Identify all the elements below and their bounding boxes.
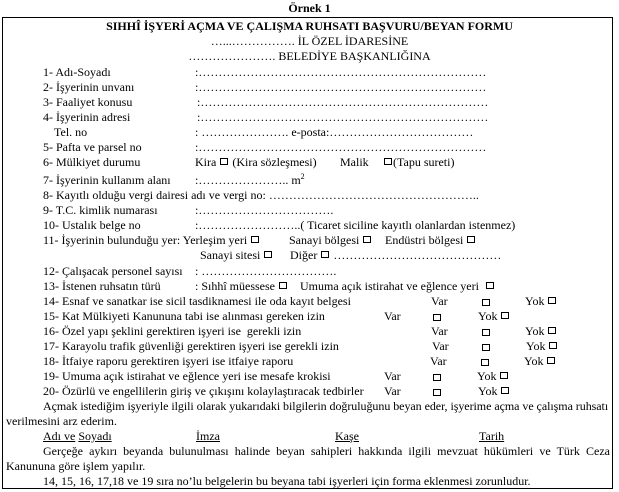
label-sanitary: : Sıhhî müessese — [195, 279, 275, 293]
checkbox-sanitary[interactable] — [279, 282, 287, 289]
input-parcel[interactable]: :……………………………………………………………… — [195, 140, 487, 154]
label-name-surname: 1- Adı-Soyadı — [43, 65, 111, 79]
doc-label-20: 20- Özürlü ve engellilerin giriş ve çıkışını kolaylaştıracak tedbirler — [43, 384, 364, 398]
option-owner — [383, 155, 454, 169]
label-parcel: 5- Pafta ve parsel no — [43, 140, 142, 154]
label-tc-id: 9- T.C. kimlik numarası — [43, 203, 158, 217]
doc-yok-19 — [477, 369, 509, 383]
location-industrial-zone — [289, 233, 372, 247]
label-mastery-cert: 10- Ustalık belge no — [43, 218, 141, 232]
checkbox-var-15[interactable] — [433, 314, 441, 321]
doc-var-19: Var — [384, 369, 401, 383]
location-industrial-site — [200, 248, 273, 262]
input-other[interactable]: …………………………………… — [333, 248, 502, 262]
location-other — [290, 248, 501, 262]
doc-var-20: Var — [384, 384, 401, 398]
example-heading: Örnek 1 — [288, 1, 331, 15]
label-address: 4- İşyerinin adresi — [43, 110, 131, 124]
checkbox-var-17[interactable] — [482, 344, 490, 351]
label-business-title: 2- İşyerinin unvanı — [43, 80, 135, 94]
checkbox-rent[interactable] — [220, 158, 228, 165]
doc-yok-16 — [525, 324, 557, 338]
doc-yok-17 — [526, 339, 558, 353]
input-address[interactable]: :……………………………………………………………… — [197, 110, 489, 124]
checkbox-yok-20[interactable] — [501, 387, 509, 394]
warning-line-1: Gerçeğe aykırı beyanda bulunulması halinde beyan sahipleri hakkında ilgili mevzuat hükümleri ve Türk Ceza — [43, 444, 610, 458]
stamp-label: Kaşe — [335, 429, 359, 443]
doc-var-17: Var — [432, 339, 449, 353]
doc-label-17: 17- Karayolu trafik güvenliği gerektiren işyeri ise gerekli izin — [43, 339, 339, 353]
doc-label-14: 14- Esnaf ve sanatkar ise sicil tasdiknamesi ile oda kayıt belgesi — [43, 294, 351, 308]
label-staff-count: 12- Çalışacak personel sayısı — [43, 264, 183, 278]
signature-name-surname — [43, 429, 112, 443]
checkbox-industry-region[interactable] — [467, 236, 475, 243]
label-yok: Yok — [478, 384, 498, 398]
label-ownership: 6- Mülkiyet durumu — [43, 155, 141, 169]
label-location: 11- İşyerinin bulunduğu yer: Yerleşim yeri — [43, 233, 248, 247]
input-tc-id[interactable]: :……………………………. — [195, 203, 334, 217]
form-title: SIHHÎ İŞYERİ AÇMA VE ÇALIŞMA RUHSATI BAŞVURU/BEYAN FORMU — [106, 19, 513, 33]
label-yok: Yok — [477, 369, 497, 383]
checkbox-yok-15[interactable] — [501, 312, 509, 319]
label-public-entertainment: Umuma açık istirahat ve eğlence yeri — [300, 279, 479, 293]
input-activity[interactable]: :……………………………………………………………… — [197, 95, 489, 109]
doc-yok-15 — [478, 309, 510, 323]
checkbox-var-18[interactable] — [481, 359, 489, 366]
input-business-title[interactable]: :……………………………………………………………… — [195, 80, 487, 94]
checkbox-var-19[interactable] — [433, 374, 441, 381]
input-phone-email[interactable]: : …………………. e-posta:……………………………… — [195, 125, 474, 139]
checkbox-yok-14[interactable] — [548, 297, 556, 304]
footer-note: 14, 15, 16, 17,18 ve 19 sıra no’lu belgelerin bu beyana tabi işyerleri için forma eklenmesi zorunludur. — [43, 474, 531, 488]
checkbox-public-entertainment[interactable] — [486, 282, 494, 289]
label-usage-area: 7- İşyerinin kullanım alanı — [43, 173, 171, 187]
signature-label: İmza — [196, 429, 220, 443]
signature-surname-label: Soyadı — [78, 429, 112, 443]
input-usage-area[interactable] — [195, 173, 305, 187]
checkbox-var-20[interactable] — [433, 389, 441, 396]
label-tax-office[interactable]: 8- Kayıtlı olduğu vergi dairesi adı ve vergi no: …………………………………………….. — [43, 188, 479, 202]
option-owner-label: Malik — [340, 155, 369, 169]
label-activity: 3- Faaliyet konusu — [43, 95, 133, 109]
unit-superscript: 2 — [300, 172, 305, 181]
usage-area-dots: :………………….. m — [195, 173, 301, 187]
checkbox-var-16[interactable] — [482, 329, 490, 336]
checkbox-yok-18[interactable] — [547, 357, 555, 364]
label-phone: Tel. no — [54, 125, 88, 139]
option-rent-label: Kira — [195, 155, 217, 169]
label-other: Diğer — [290, 248, 318, 262]
checkbox-yok-17[interactable] — [549, 342, 557, 349]
addressee-municipality: …………………. BELEDİYE BAŞKANLIĞINA — [188, 49, 431, 63]
doc-label-16: 16- Özel yapı şeklini gerektiren işyeri ise gerekli izin — [43, 324, 302, 338]
label-yok: Yok — [525, 324, 545, 338]
checkbox-residential[interactable] — [251, 236, 259, 243]
label-yok: Yok — [526, 339, 546, 353]
label-industry-region: Endüstri bölgesi — [385, 233, 464, 247]
checkbox-other[interactable] — [321, 251, 329, 258]
doc-yok-14 — [525, 294, 557, 308]
input-name-surname[interactable]: :……………………………………………………………… — [195, 65, 487, 79]
location-industry-region — [385, 233, 476, 247]
label-industrial-site: Sanayi sitesi — [200, 248, 261, 262]
doc-yok-20 — [478, 384, 510, 398]
label-yok: Yok — [525, 294, 545, 308]
option-rent-note: (Kira sözleşmesi) — [232, 155, 317, 169]
doc-yok-18 — [524, 354, 556, 368]
checkbox-yok-16[interactable] — [548, 327, 556, 334]
label-yok: Yok — [478, 309, 498, 323]
license-sanitary — [195, 279, 288, 293]
addressee-province: …...……………. İL ÖZEL İDARESİNE — [210, 34, 409, 48]
doc-var-15: Var — [384, 309, 401, 323]
ownership-options — [195, 155, 317, 169]
doc-label-15: 15- Kat Mülkiyeti Kanununa tabi ise alınması gereken izin — [43, 309, 325, 323]
license-public-entertainment — [300, 279, 495, 293]
checkbox-industrial-site[interactable] — [264, 251, 272, 258]
checkbox-yok-19[interactable] — [500, 372, 508, 379]
declaration-line-2: verilmesini arz ederim. — [6, 414, 117, 428]
signature-name-label: Adı ve — [43, 429, 76, 443]
declaration-line-1: Açmak istediğim işyeriyle ilgili olarak yukarıdaki bilgilerin doğruluğunu beyan eder, işyerime açma ve çalışma ruhsatı — [43, 399, 609, 413]
location-residential — [43, 233, 260, 247]
label-license-type: 13- İstenen ruhsatın türü — [43, 279, 161, 293]
doc-label-18: 18- İtfaiye raporu gerektiren işyeri ise itfaiye raporu — [43, 354, 294, 368]
input-mastery-cert[interactable]: :……………………..( Ticaret siciline kayıtlı olanlardan istenmez) — [195, 218, 516, 232]
checkbox-var-14[interactable] — [482, 299, 490, 306]
checkbox-industrial-zone[interactable] — [363, 236, 371, 243]
warning-line-2: Kanununa göre işlem yapılır. — [6, 459, 146, 473]
doc-var-18: Var — [430, 354, 447, 368]
option-owner-note: (Tapu sureti) — [393, 155, 455, 169]
date-label: Tarih — [479, 429, 505, 443]
label-industrial-zone: Sanayi bölgesi — [289, 233, 360, 247]
label-yok: Yok — [524, 354, 544, 368]
doc-var-14: Var — [431, 294, 448, 308]
checkbox-owner[interactable] — [384, 158, 392, 165]
doc-var-16: Var — [431, 324, 448, 338]
doc-label-19: 19- Umuma açık istirahat ve eğlence yeri ise mesafe krokisi — [43, 369, 331, 383]
input-staff-count[interactable]: : ……………………………. — [195, 264, 337, 278]
